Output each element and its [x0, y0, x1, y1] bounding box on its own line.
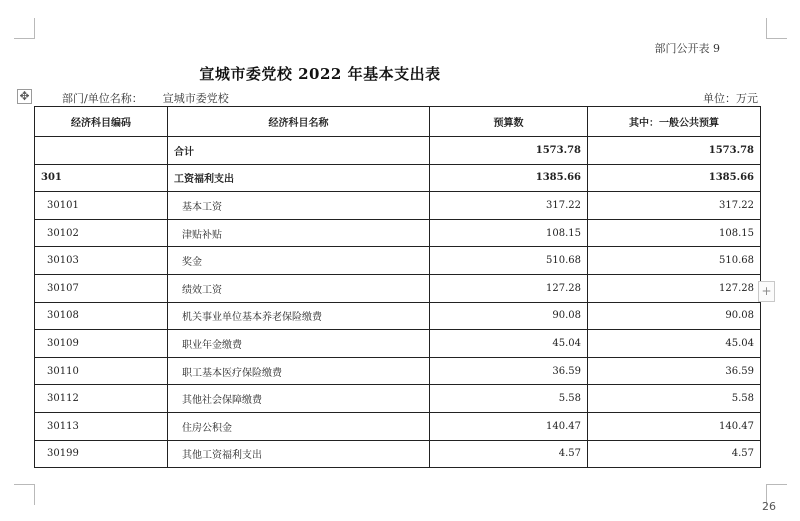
cell-general: 5.58 [588, 385, 761, 413]
cell-name: 绩效工资 [168, 274, 430, 302]
cell-budget: 1573.78 [430, 137, 588, 165]
table-row [35, 357, 761, 385]
cell-general: 4.57 [588, 440, 761, 468]
table-row [35, 440, 761, 468]
cell-general: 1385.66 [588, 164, 761, 192]
cell-general: 317.22 [588, 192, 761, 220]
header-general: 其中：一般公共预算 [588, 107, 761, 137]
cell-budget: 510.68 [430, 247, 588, 275]
cell-code: 30103 [35, 247, 168, 275]
unit-name: 宣城市委党校 [162, 92, 229, 105]
cell-code: 30101 [35, 192, 168, 220]
table-row [35, 247, 761, 275]
cell-name: 津贴补贴 [168, 219, 430, 247]
move-icon[interactable]: ✥ [17, 89, 32, 104]
cell-name: 机关事业单位基本养老保险缴费 [168, 302, 430, 330]
header-budget: 预算数 [430, 107, 588, 137]
table-row [35, 164, 761, 192]
cell-budget: 45.04 [430, 330, 588, 358]
cell-code: 30108 [35, 302, 168, 330]
cell-code: 30113 [35, 412, 168, 440]
table-row [35, 330, 761, 358]
cell-code: 301 [35, 164, 168, 192]
cell-budget: 36.59 [430, 357, 588, 385]
table-row [35, 192, 761, 220]
cell-budget: 317.22 [430, 192, 588, 220]
budget-table [34, 106, 761, 468]
cell-budget: 140.47 [430, 412, 588, 440]
cell-code: 30102 [35, 219, 168, 247]
cell-general: 1573.78 [588, 137, 761, 165]
cell-code: 30199 [35, 440, 168, 468]
cell-name: 职工基本医疗保险缴费 [168, 357, 430, 385]
table-row [35, 137, 761, 165]
document-code: 部门公开表 9 [654, 42, 720, 55]
cell-code [35, 137, 168, 165]
cell-general: 140.47 [588, 412, 761, 440]
cell-budget: 5.58 [430, 385, 588, 413]
crop-mark-top-right [766, 18, 787, 39]
cell-general: 36.59 [588, 357, 761, 385]
table-row [35, 274, 761, 302]
page-title: 宣城市委党校 2022 年基本支出表 [199, 65, 441, 83]
header-code: 经济科目编码 [35, 107, 168, 137]
cell-code: 30110 [35, 357, 168, 385]
table-row [35, 302, 761, 330]
cell-general: 90.08 [588, 302, 761, 330]
page-number: 26 [762, 500, 776, 513]
cell-budget: 1385.66 [430, 164, 588, 192]
cell-code: 30107 [35, 274, 168, 302]
cell-general: 127.28 [588, 274, 761, 302]
cell-general: 108.15 [588, 219, 761, 247]
cell-name: 基本工资 [168, 192, 430, 220]
cell-budget: 4.57 [430, 440, 588, 468]
cell-name: 工资福利支出 [168, 164, 430, 192]
cell-name: 其他工资福利支出 [168, 440, 430, 468]
table-row [35, 219, 761, 247]
unit-label: 部门/单位名称： [62, 92, 143, 105]
cell-name: 职业年金缴费 [168, 330, 430, 358]
unit-info [62, 90, 229, 106]
cell-general: 45.04 [588, 330, 761, 358]
cell-name: 奖金 [168, 247, 430, 275]
table-row [35, 412, 761, 440]
header-name: 经济科目名称 [168, 107, 430, 137]
table-row [35, 385, 761, 413]
cell-name: 住房公积金 [168, 412, 430, 440]
table-header-row [35, 107, 761, 137]
cell-code: 30109 [35, 330, 168, 358]
plus-icon[interactable]: + [758, 281, 775, 302]
crop-mark-top-left [14, 18, 35, 39]
crop-mark-bottom-left [14, 484, 35, 505]
cell-budget: 108.15 [430, 219, 588, 247]
cell-budget: 90.08 [430, 302, 588, 330]
cell-budget: 127.28 [430, 274, 588, 302]
cell-code: 30112 [35, 385, 168, 413]
cell-name: 其他社会保障缴费 [168, 385, 430, 413]
currency-label: 单位：万元 [703, 92, 758, 105]
cell-general: 510.68 [588, 247, 761, 275]
cell-name: 合计 [168, 137, 430, 165]
